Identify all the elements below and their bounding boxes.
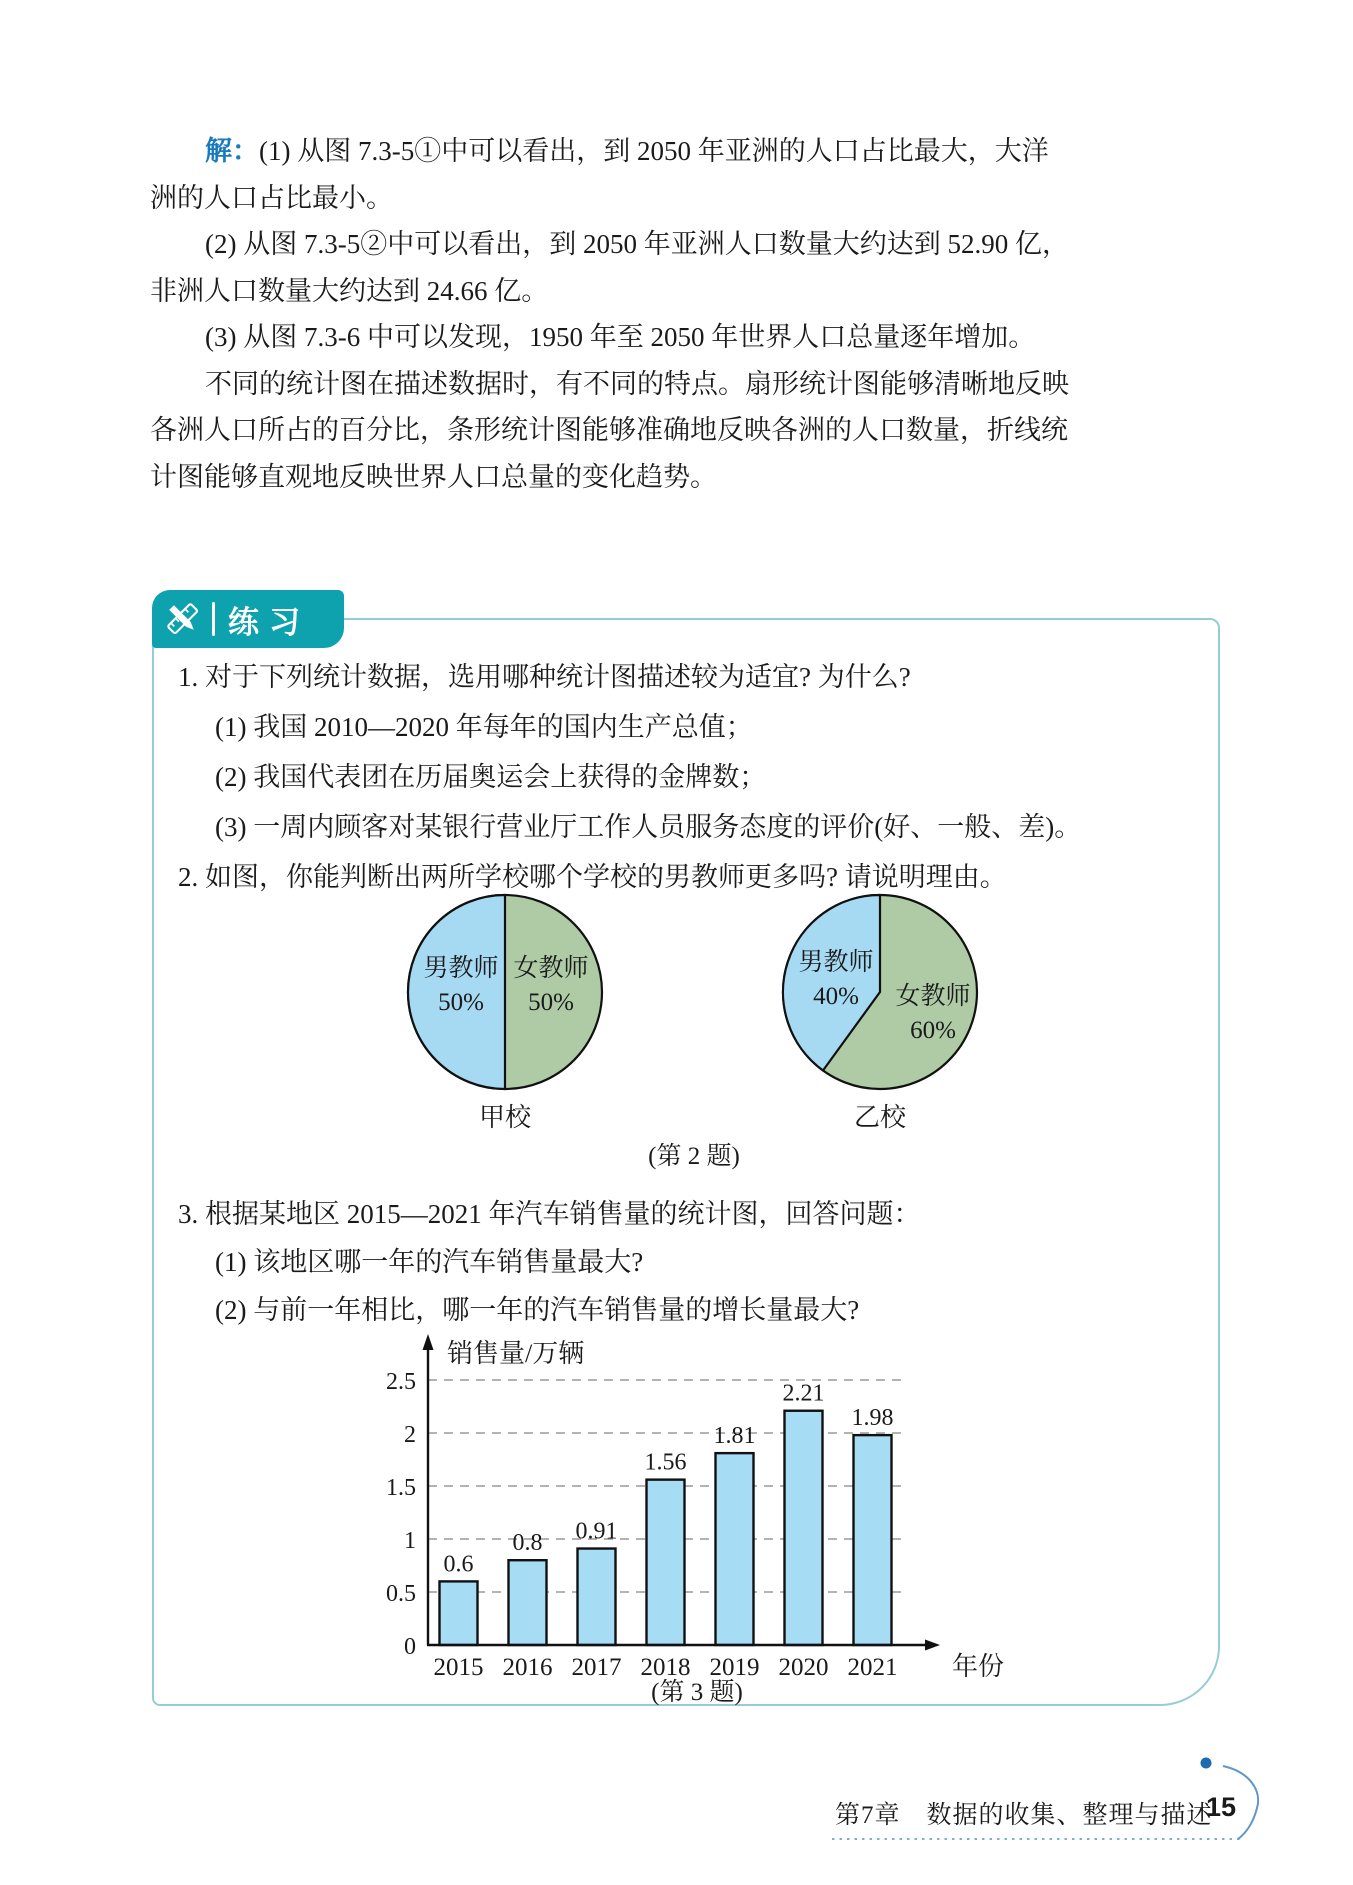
svg-text:2017: 2017: [571, 1654, 622, 1681]
svg-text:年份: 年份: [952, 1652, 1005, 1681]
svg-text:2016: 2016: [502, 1654, 553, 1681]
solution-block: [150, 128, 1218, 500]
figure-caption-q3: (第 3 题): [651, 1679, 743, 1706]
question-3-item-2: (2) 与前一年相比，哪一年的汽车销售量的增长量最大?: [215, 1295, 860, 1325]
svg-text:0.8: 0.8: [512, 1530, 543, 1557]
question-3-item-1: (1) 该地区哪一年的汽车销售量最大?: [215, 1247, 644, 1277]
svg-text:1.5: 1.5: [386, 1475, 416, 1501]
svg-text:男教师: 男教师: [798, 949, 874, 976]
svg-text:女教师: 女教师: [513, 955, 589, 982]
question-1-item-2: (2) 我国代表团在历届奥运会上获得的金牌数；: [215, 762, 767, 792]
footer-chapter-title: 第7章 数据的收集、整理与描述: [835, 1802, 1213, 1829]
svg-text:销售量/万辆: 销售量/万辆: [447, 1339, 585, 1368]
svg-text:40%: 40%: [813, 983, 859, 1010]
pencil-ruler-icon: [164, 600, 202, 638]
svg-text:2018: 2018: [640, 1654, 691, 1681]
svg-text:0.91: 0.91: [575, 1518, 618, 1545]
svg-text:2.21: 2.21: [782, 1380, 825, 1407]
svg-text:2020: 2020: [778, 1654, 829, 1681]
svg-text:0.5: 0.5: [386, 1581, 416, 1607]
svg-text:1.56: 1.56: [644, 1449, 687, 1476]
question-1: 1. 对于下列统计数据，选用哪种统计图描述较为适宜? 为什么?: [178, 662, 911, 692]
practice-header-badge: [152, 590, 344, 648]
svg-text:2021: 2021: [847, 1654, 898, 1681]
badge-divider: [212, 602, 215, 636]
svg-text:50%: 50%: [438, 989, 484, 1016]
svg-text:0: 0: [404, 1634, 416, 1660]
solution-line: 不同的统计图在描述数据时，有不同的特点。扇形统计图能够清晰地反映: [205, 368, 1069, 399]
svg-text:0.6: 0.6: [443, 1551, 474, 1578]
svg-text:2015: 2015: [433, 1654, 484, 1681]
solution-line: 计图能够直观地反映世界人口总量的变化趋势。: [150, 461, 717, 492]
svg-text:50%: 50%: [528, 989, 574, 1016]
svg-text:1.98: 1.98: [851, 1405, 894, 1432]
solution-line: 非洲人口数量大约达到 24.66 亿。: [150, 275, 549, 306]
footer-page-number: 15: [1206, 1792, 1237, 1822]
svg-text:男教师: 男教师: [423, 955, 499, 982]
svg-text:1: 1: [404, 1528, 416, 1554]
question-1-item-3: (3) 一周内顾客对某银行营业厅工作人员服务态度的评价(好、一般、差)。: [215, 812, 1082, 842]
solution-line: 解：(1) 从图 7.3-5①中可以看出，到 2050 年亚洲的人口占比最大，大洋: [205, 136, 1049, 166]
svg-text:2019: 2019: [709, 1654, 760, 1681]
question-1-item-1: (1) 我国 2010—2020 年每年的国内生产总值；: [215, 712, 753, 742]
practice-header-label: 练习: [228, 604, 310, 640]
svg-text:女教师: 女教师: [895, 983, 971, 1010]
svg-text:2.5: 2.5: [386, 1369, 416, 1395]
svg-text:甲校: 甲校: [478, 1103, 532, 1132]
svg-text:60%: 60%: [910, 1017, 956, 1044]
pie-charts-figure: [330, 882, 1030, 1162]
solution-line: 洲的人口占比最小。: [150, 182, 393, 213]
solution-line: 各洲人口所占的百分比，条形统计图能够准确地反映各洲的人口数量，折线统: [150, 415, 1068, 445]
bar-chart-figure: [300, 1322, 1020, 1687]
solution-line: (2) 从图 7.3-5②中可以看出，到 2050 年亚洲人口数量大约达到 52.90 亿，: [205, 229, 1069, 259]
svg-text:2: 2: [404, 1422, 416, 1448]
solution-label: 解：: [205, 136, 259, 166]
svg-text:乙校: 乙校: [853, 1103, 907, 1132]
svg-text:1.81: 1.81: [713, 1423, 756, 1450]
footer-dot: [1201, 1758, 1212, 1769]
solution-line: (3) 从图 7.3-6 中可以发现，1950 年至 2050 年世界人口总量逐年增加。: [205, 322, 1036, 352]
figure-caption-q2: (第 2 题): [648, 1143, 740, 1170]
question-3: 3. 根据某地区 2015—2021 年汽车销售量的统计图，回答问题：: [178, 1199, 921, 1229]
question-2: 2. 如图，你能判断出两所学校哪个学校的男教师更多吗? 请说明理由。: [178, 862, 1007, 892]
